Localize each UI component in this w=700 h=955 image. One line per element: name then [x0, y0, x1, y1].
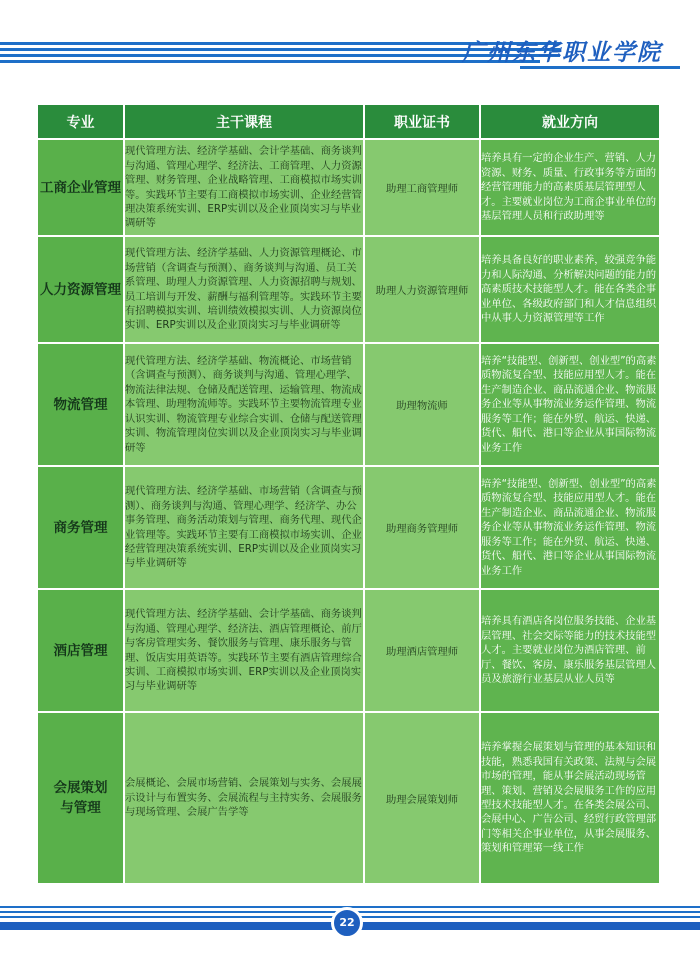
table-row [37, 343, 660, 466]
major-cell: 人力资源管理 [37, 236, 124, 343]
column-header-career: 就业方向 [480, 104, 660, 139]
column-header-courses: 主干课程 [124, 104, 364, 139]
career-cell: 培养具有一定的企业生产、营销、人力资源、财务、质量、行政事务等方面的经营管理能力的高素质基层管理型人才。主要就业岗位为工商企事业单位的基层管理人员和行政助理等 [480, 139, 660, 236]
major-cell: 酒店管理 [37, 589, 124, 712]
courses-cell: 现代管理方法、经济学基础、物流概论、市场营销（含调查与预测）、商务谈判与沟通、管理心理学、物流法律法规、仓储及配送管理、运输管理、物流成本管理、助理物流师等。实践环节主要物流管理专业认识实训、物流管理专业综合实训、仓储与配送管理实训、物流管理岗位实训以及企业顶岗实习与毕业调研等 [124, 343, 364, 466]
brand-underline [520, 66, 680, 69]
certificate-cell: 助理工商管理师 [364, 139, 480, 236]
major-cell: 工商企业管理 [37, 139, 124, 236]
career-cell: 培养具备良好的职业素养，较强竞争能力和人际沟通、分析解决问题的能力的高素质技术技能型人才。能在各类企事业单位、各级政府部门和人才信息组织中从事人力资源管理等工作 [480, 236, 660, 343]
certificate-cell: 助理商务管理师 [364, 466, 480, 589]
column-header-major: 专业 [37, 104, 124, 139]
table-row [37, 466, 660, 589]
courses-cell: 现代管理方法、经济学基础、人力资源管理概论、市场营销（含调查与预测）、商务谈判与沟通、员工关系管理、助理人力资源管理、人力资源招聘与规划、员工培训与开发、薪酬与福利管理等。实践环节主要有招聘模拟实训、培训绩效模拟实训、人力资源岗位实训、ERP实训以及企业顶岗实习与毕业调研等 [124, 236, 364, 343]
career-cell: 培养掌握会展策划与管理的基本知识和技能，熟悉我国有关政策、法规与会展市场的管理，能从事会展活动现场管理、策划、营销及会展服务工作的应用型技术技能型人才。在各类会展公司、会展中心、广告公司、经贸行政管理部门等相关企事业单位，从事会展服务、策划和管理第一线工作 [480, 712, 660, 884]
programs-table [36, 103, 661, 885]
table-row [37, 712, 660, 884]
courses-cell: 现代管理方法、经济学基础、会计学基础、商务谈判与沟通、管理心理学、经济法、酒店管理概论、前厅与客房管理实务、餐饮服务与管理、康乐服务与管理、饭店实用英语等。实践环节主要有酒店管理综合实训、工商模拟市场实训、ERP实训以及企业顶岗实习与毕业调研等 [124, 589, 364, 712]
courses-cell: 会展概论、会展市场营销、会展策划与实务、会展展示设计与布置实务、会展流程与主持实务、会展服务与现场管理、会展广告学等 [124, 712, 364, 884]
school-name: 广州东华职业学院 [462, 39, 662, 66]
table-row [37, 236, 660, 343]
certificate-cell: 助理会展策划师 [364, 712, 480, 884]
column-header-certificate: 职业证书 [364, 104, 480, 139]
major-cell: 商务管理 [37, 466, 124, 589]
table-header-row [37, 104, 660, 139]
major-cell: 物流管理 [37, 343, 124, 466]
certificate-cell: 助理酒店管理师 [364, 589, 480, 712]
career-cell: 培养“技能型、创新型、创业型”的高素质物流复合型、技能应用型人才。能在生产制造企业、商品流通企业、物流服务企业等从事物流业务运作管理、物流服务等工作；能在外贸、航运、快递、货代、船代、港口等企业从事国际物流业务工作 [480, 343, 660, 466]
courses-cell: 现代管理方法、经济学基础、会计学基础、商务谈判与沟通、管理心理学、经济法、工商管理、人力资源管理、财务管理、企业战略管理、工商模拟市场实训等。实践环节主要有工商模拟市场实训、企业经营管理决策系统实训、ERP实训以及企业顶岗实习与毕业调研等 [124, 139, 364, 236]
courses-cell: 现代管理方法、经济学基础、市场营销（含调查与预测）、商务谈判与沟通、管理心理学、经济学、办公事务管理、商务活动策划与管理、商务代理、现代企业管理等。实践环节主要有工商模拟市场实训、企业经营管理决策系统实训、ERP实训以及企业顶岗实习与毕业调研等 [124, 466, 364, 589]
page-number: 22 [331, 907, 363, 939]
career-cell: 培养“技能型、创新型、创业型”的高素质物流复合型、技能应用型人才。能在生产制造企业、商品流通企业、物流服务企业等从事物流业务运作管理、物流服务等工作；能在外贸、航运、快递、货代、船代、港口等企业从事国际物流业务工作 [480, 466, 660, 589]
certificate-cell: 助理人力资源管理师 [364, 236, 480, 343]
certificate-cell: 助理物流师 [364, 343, 480, 466]
table-row [37, 139, 660, 236]
table-row [37, 589, 660, 712]
major-cell: 会展策划与管理 [37, 712, 124, 884]
career-cell: 培养具有酒店各岗位服务技能、企业基层管理、社会交际等能力的技术技能型人才。主要就业岗位为酒店管理、前厅、餐饮、客房、康乐服务基层管理人员及旅游行业基层从业人员等 [480, 589, 660, 712]
